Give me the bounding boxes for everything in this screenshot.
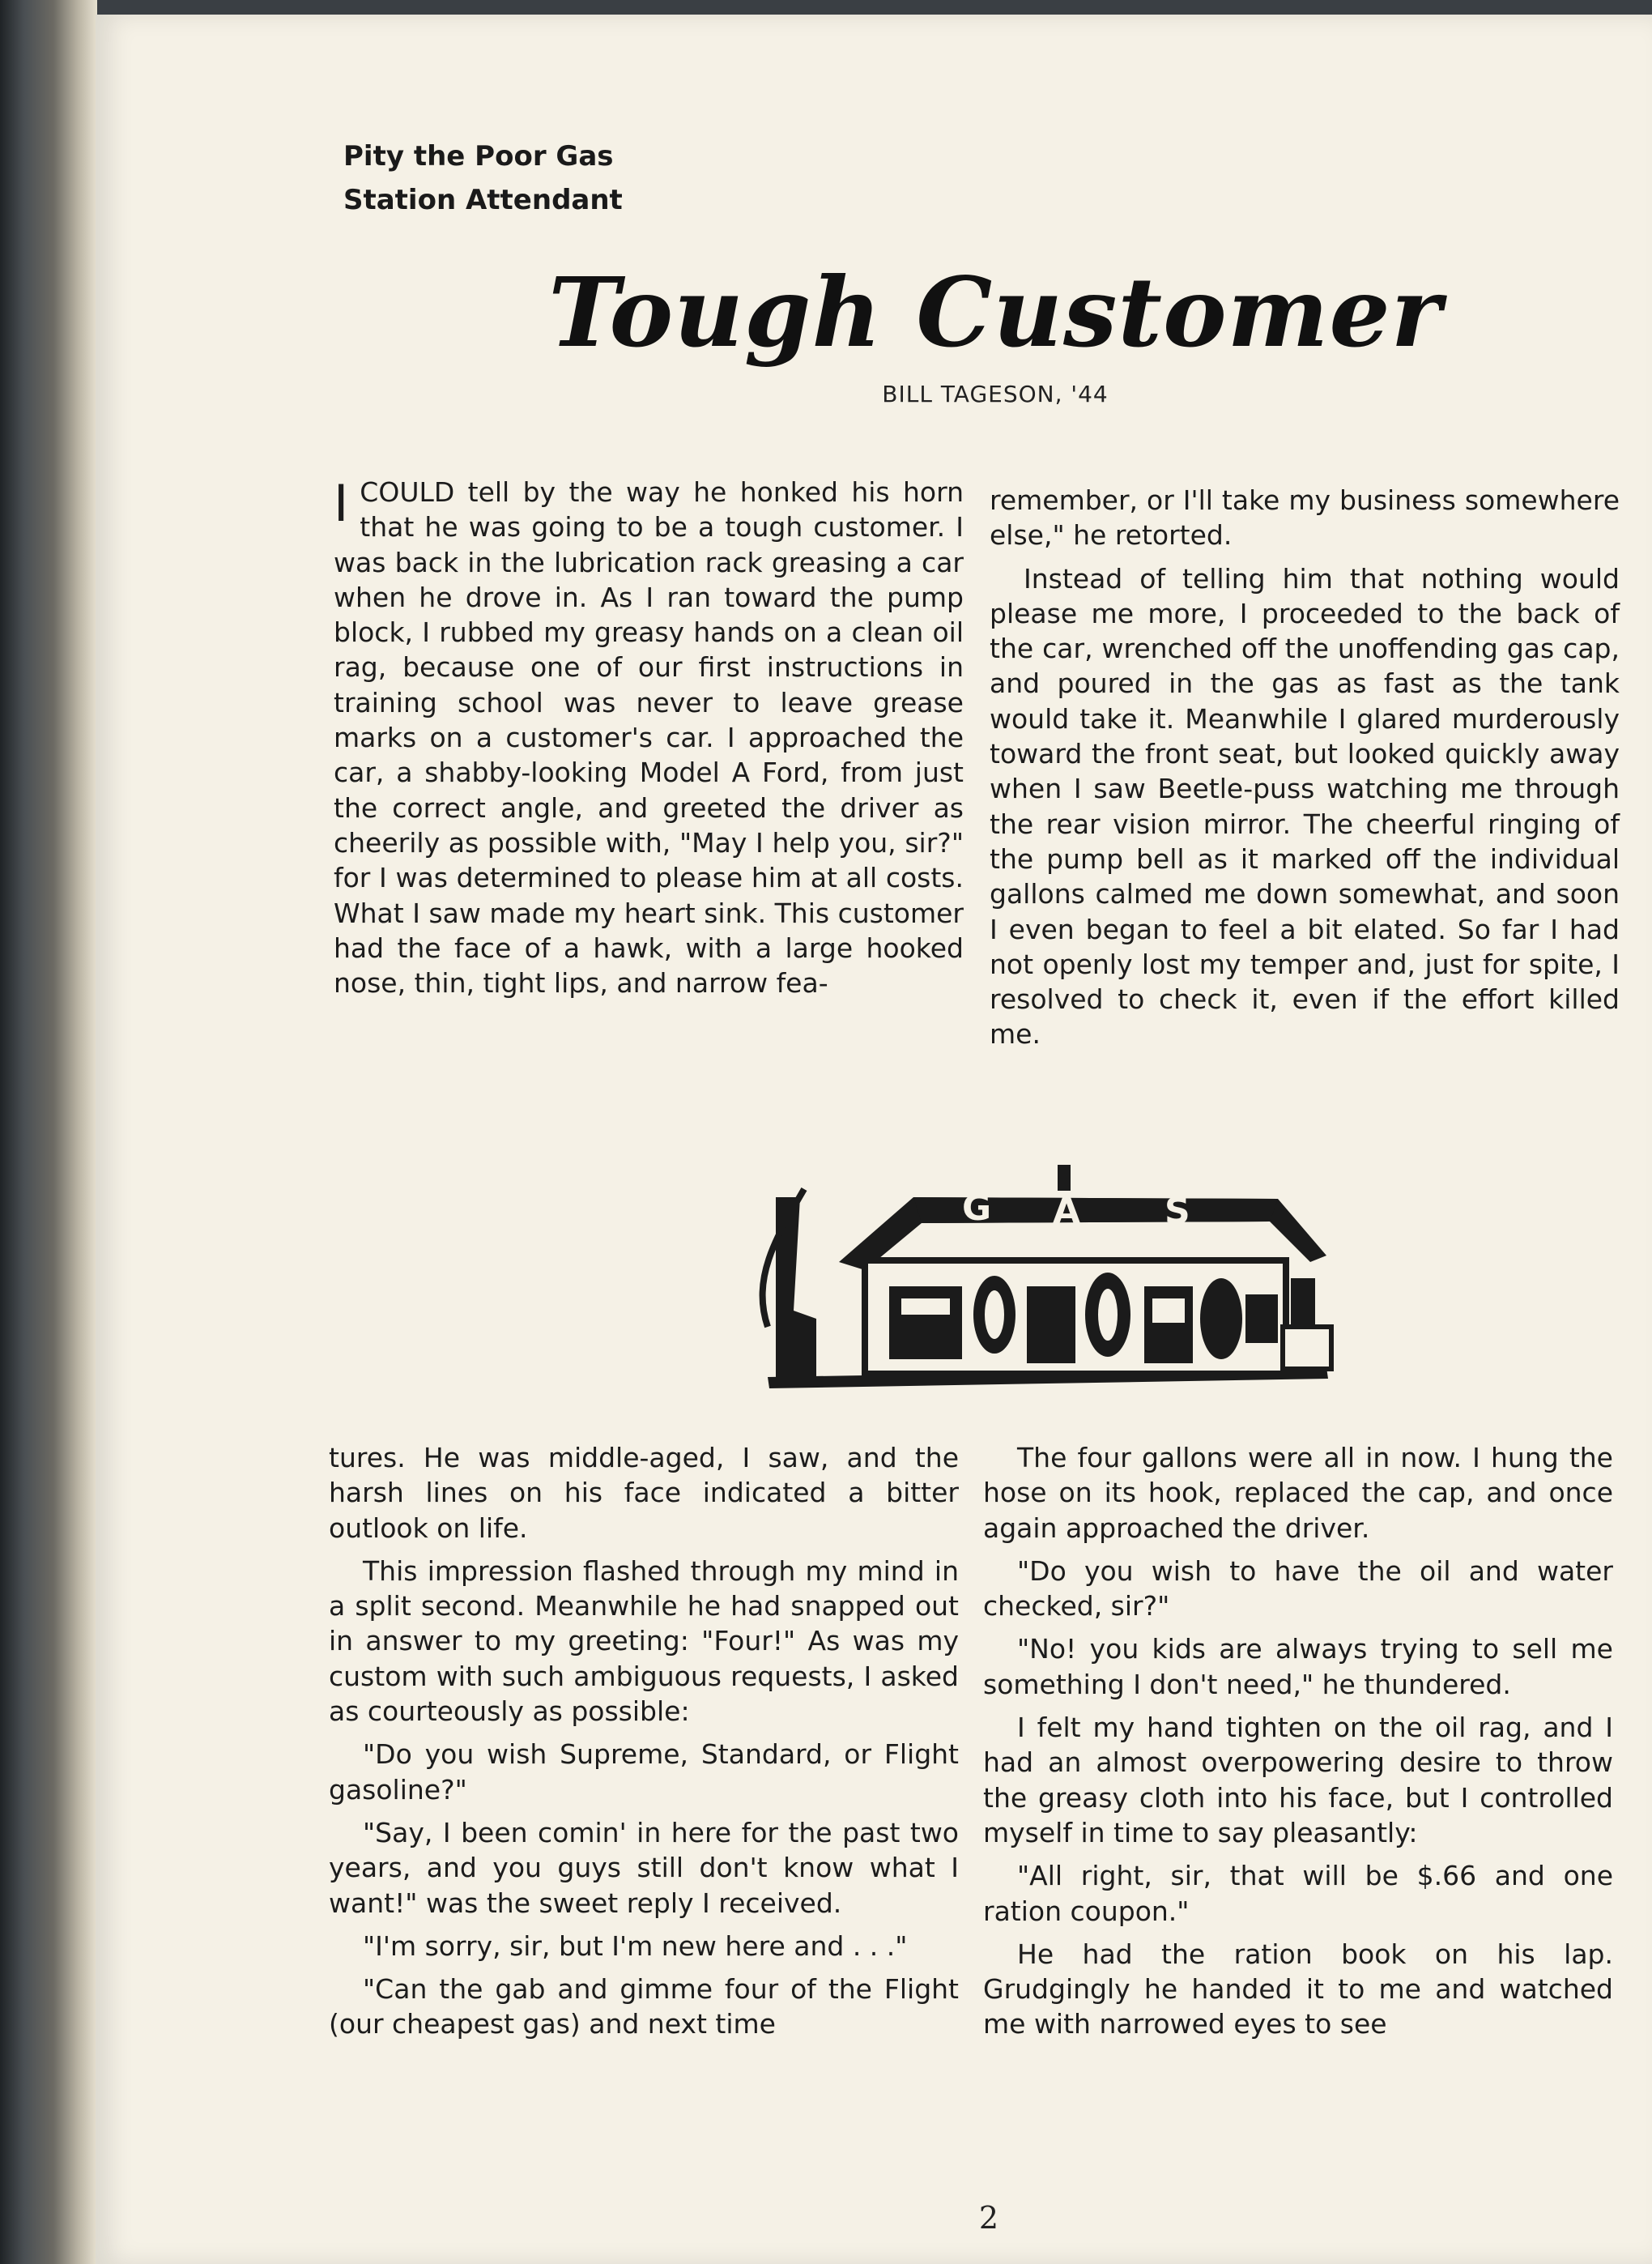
book-binding: [0, 0, 97, 2264]
paragraph: "Do you wish to have the oil and water checked, sir?": [983, 1554, 1613, 1622]
paragraph: "Can the gab and gimme four of the Flight (our cheapest gas) and next time: [329, 1973, 959, 2040]
paragraph: He had the ration book on his lap. Grudgingly he handed it to me and watched me with narrowed eyes to see: [983, 1938, 1613, 2040]
paragraph: [334, 475, 964, 1000]
page-number-text: 2: [978, 2200, 999, 2236]
paragraph: Instead of telling him that nothing would please me more, I proceeded to the back of the car, wrenched off the unoffending gas cap, and poured in the gas as fast as the tank would take it. Meanwhile I glared murderously toward the front seat, but looked quickly away when I saw Beetle-puss watching me through the rear vision mirror. The cheerful ringing of the pump bell as it marked off the individual gallons calmed me down somewhat, and soon I even began to feel a bit elated. So far I had not openly lost my temper and, just for spite, I resolved to check it, even if the effort killed me.: [990, 562, 1620, 1051]
paragraph: "I'm sorry, sir, but I'm new here and . . .": [363, 1929, 908, 1962]
sign-letter-s: S: [1164, 1191, 1190, 1232]
article-kicker: [343, 134, 623, 222]
paragraph: "All right, sir, that will be $.66 and one ration coupon.": [983, 1860, 1613, 1927]
gas-station-illustration: [743, 1165, 1359, 1400]
column-1-top: [334, 475, 964, 1000]
column-2-top: [990, 483, 1620, 1052]
column-1-bottom: [329, 1440, 959, 2042]
magazine-page: [96, 15, 1652, 2264]
page-number: [96, 2200, 1652, 2236]
kicker-line-2: Station Attendant: [343, 184, 623, 216]
paragraph: remember, or I'll take my business somewhere else," he retorted.: [990, 484, 1620, 552]
article-byline: BILL TAGESON, '44: [882, 381, 1109, 407]
paragraph: tures. He was middle-aged, I saw, and the harsh lines on his face indicated a bitter outlook on life.: [329, 1442, 959, 1544]
article-title: Tough Customer: [548, 256, 1442, 369]
paragraph: This impression flashed through my mind in a split second. Meanwhile he had snapped out in answer to my greeting: "Four!" As was my custom with such ambiguous requests, I asked as courteously as possible:: [329, 1554, 959, 1728]
sign-letter-g: G: [962, 1187, 992, 1229]
column-2-bottom: [983, 1440, 1613, 2042]
paragraph: "Do you wish Supreme, Standard, or Flight gasoline?": [329, 1738, 959, 1806]
sign-letter-a: A: [1053, 1191, 1081, 1232]
kicker-line-1: Pity the Poor Gas: [343, 140, 614, 173]
paragraph-text: COULD tell by the way he honked his horn that he was going to be a tough customer. I was back in the lubrication rack greasing a car when he drove in. As I ran toward the pump block, I rubbed my greasy hands on a clean oil rag, because one of our first instructions in training school was never to leave grease marks on a customer's car. I approached the car, a shabby-looking Model A Ford, from just the correct angle, and greeted the driver as cheerily as possible with, "May I help you, sir?" for I was determined to please him at all costs. What I saw made my heart sink. This customer had the face of a hawk, with a large hooked nose, thin, tight lips, and narrow fea-: [334, 476, 964, 1000]
drop-cap: I: [334, 474, 349, 533]
paragraph: "No! you kids are always trying to sell me something I don't need," he thundered.: [983, 1633, 1613, 1700]
paragraph: "Say, I been comin' in here for the past two years, and you guys still don't know what I want!" was the sweet reply I received.: [329, 1816, 959, 1919]
paragraph: The four gallons were all in now. I hung the hose on its hook, replaced the cap, and once again approached the driver.: [983, 1442, 1613, 1544]
paragraph: I felt my hand tighten on the oil rag, and I had an almost overpowering desire to throw the greasy cloth into his face, but I controlled myself in time to say pleasantly:: [983, 1712, 1613, 1848]
